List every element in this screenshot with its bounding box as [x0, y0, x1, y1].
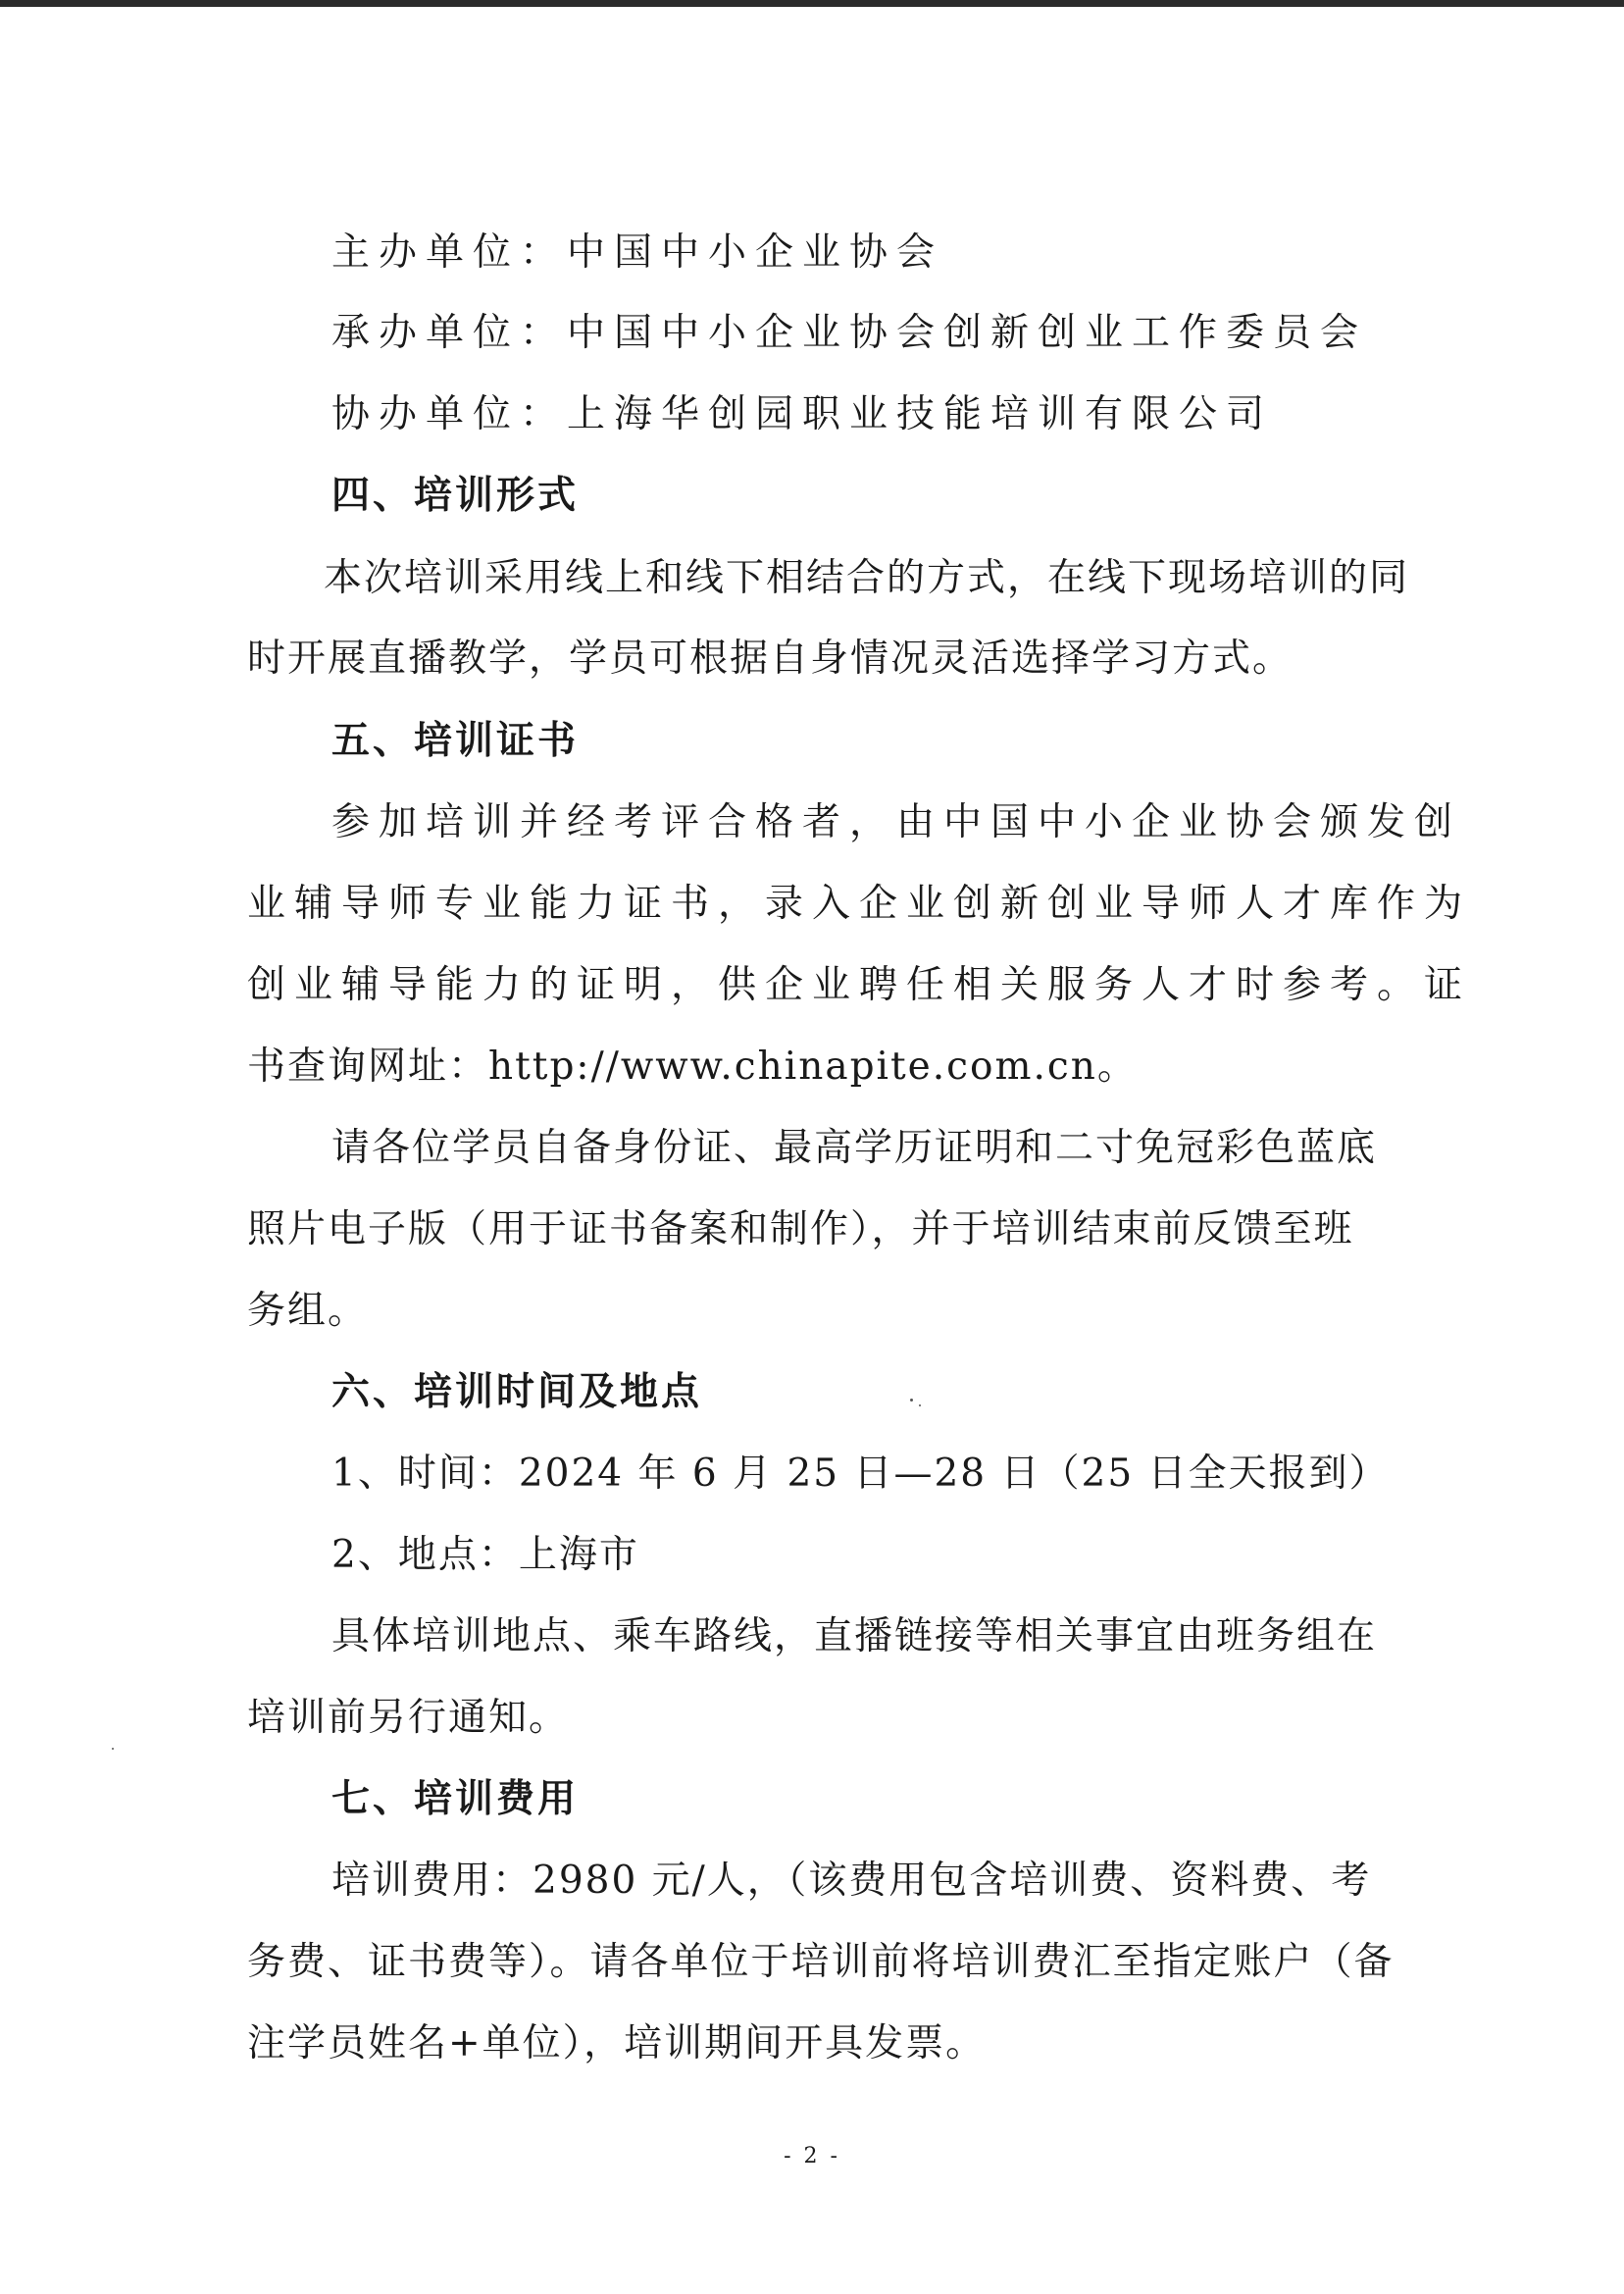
scan-speck: [112, 1748, 114, 1750]
scan-speck: [910, 1399, 913, 1402]
paragraph-line: 照片电子版（用于证书备案和制作），并于培训结束前反馈至班: [247, 1207, 1354, 1251]
paragraph-line: 创业辅导能力的证明，供企业聘任相关服务人才时参考。证: [247, 963, 1472, 1007]
certificate-query-url: 书查询网址：http://www.chinapite.com.cn。: [247, 1045, 1138, 1089]
page-number: - 2 -: [784, 2144, 840, 2168]
paragraph-line: 参加培训并经考评合格者，由中国中小企业协会颁发创: [331, 800, 1462, 844]
scan-speck: [919, 1404, 921, 1406]
paragraph-line: 注学员姓名+单位），培训期间开具发票。: [247, 2021, 987, 2065]
training-location: 2、地点：上海市: [331, 1533, 639, 1577]
section-heading-time-location: 六、培训时间及地点: [331, 1370, 703, 1414]
paragraph-line: 时开展直播教学，学员可根据自身情况灵活选择学习方式。: [247, 637, 1294, 681]
paragraph-line: 具体培训地点、乘车路线，直播链接等相关事宜由班务组在: [331, 1614, 1378, 1658]
paragraph-line: 务费、证书费等）。请各单位于培训前将培训费汇至指定账户（备: [247, 1940, 1395, 1984]
section-heading-training-format: 四、培训形式: [331, 474, 580, 518]
training-time: 1、时间：2024 年 6 月 25 日—28 日（25 日全天报到）: [331, 1452, 1390, 1496]
section-heading-certificate: 五、培训证书: [331, 719, 580, 763]
organizer-assistant: 协办单位：上海华创园职业技能培训有限公司: [331, 392, 1274, 436]
organizer-host: 主办单位：中国中小企业协会: [331, 230, 944, 275]
section-heading-fees: 七、培训费用: [331, 1777, 580, 1821]
paragraph-line: 务组。: [247, 1289, 369, 1333]
paragraph-line: 业辅导师专业能力证书，录入企业创新创业导师人才库作为: [247, 882, 1472, 926]
paragraph-line: 本次培训采用线上和线下相结合的方式，在线下现场培训的同: [324, 556, 1410, 600]
paragraph-line: 培训费用：2980 元/人，（该费用包含培训费、资料费、考: [331, 1859, 1372, 1903]
paragraph-line: 请各位学员自备身份证、最高学历证明和二寸免冠彩色蓝底: [331, 1126, 1378, 1170]
paragraph-line: 培训前另行通知。: [247, 1696, 570, 1740]
organizer-undertaker: 承办单位：中国中小企业协会创新创业工作委员会: [331, 311, 1368, 355]
